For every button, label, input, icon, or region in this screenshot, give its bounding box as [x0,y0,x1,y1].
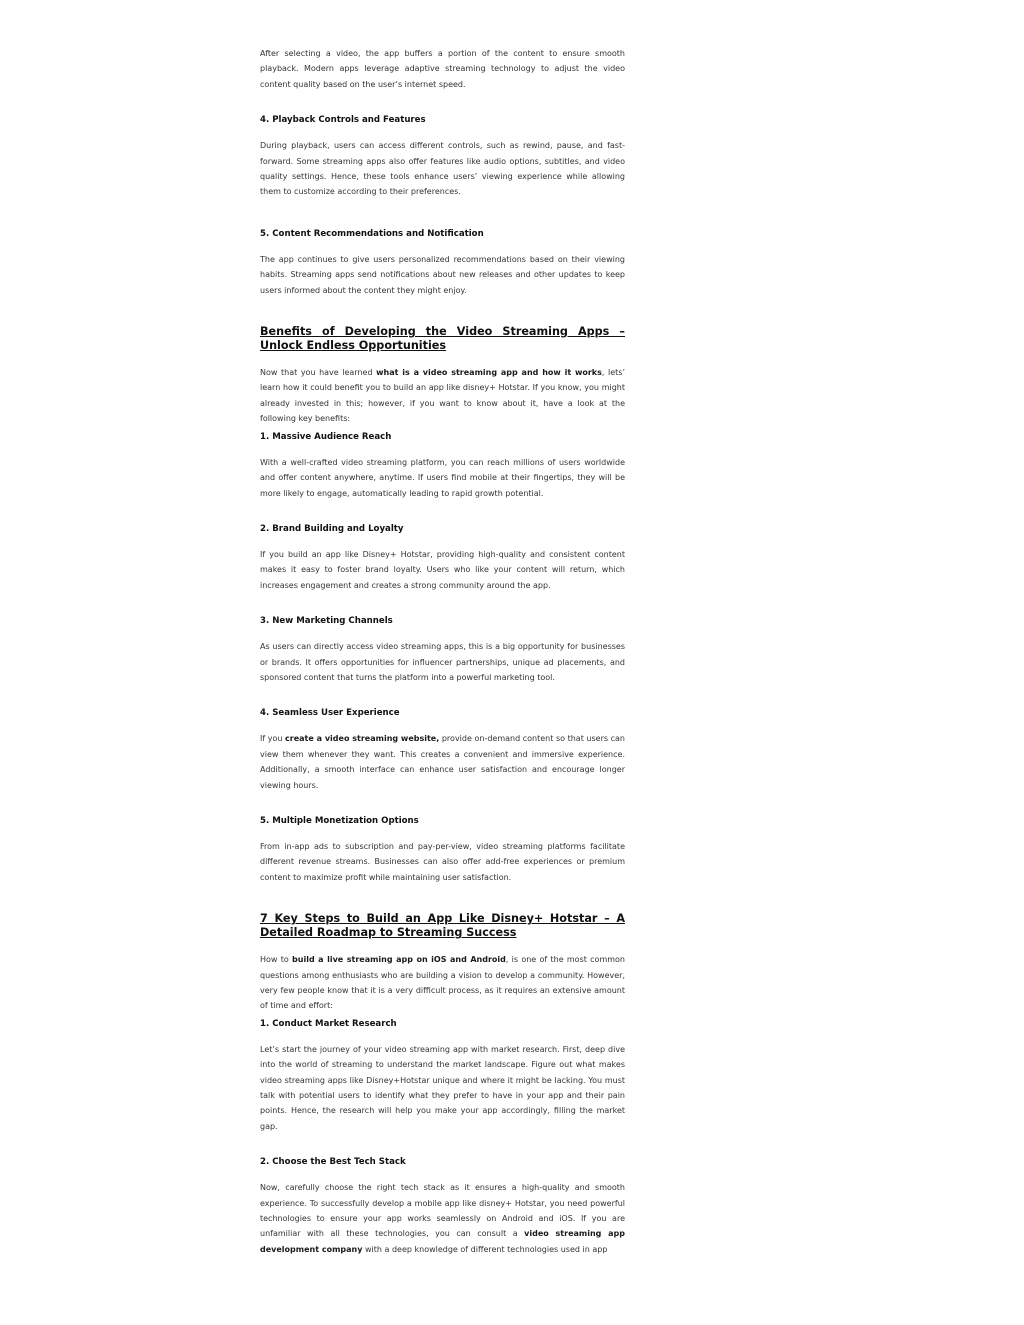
recommendations-heading: 5. Content Recommendations and Notification [260,228,484,239]
playback-heading: 4. Playback Controls and Features [260,115,426,126]
benefit-paragraph-audience-reach: With a well-crafted video streaming platform, you can reach millions of users worldwide and offer content anywhere, anytime. If users find mobile at their fingertips, they will be more likely to engage, automatically leading to rapid growth potential. [260,457,625,498]
benefits-intro-text-2: , lets’ learn how it could benefit you to build an app like disney+ Hotstar. If you know, you might already invested in this; however, if you want to know about it, have a look at the following key benefits: [260,368,625,424]
user-experience-text-1: If you [260,734,286,744]
recommendations-paragraph: The app continues to give users personalized recommendations based on their viewing habits. Streaming apps send notifications about new releases and other updates to keep users informed about the content they might enjoy. [260,254,625,295]
steps-intro-text-2: , is one of the most common questions among enthusiasts who are building a vision to develop a community. However, very few people know that it is a very difficult process, as it requires an extensive amount of time and effort: [260,955,625,1011]
benefits-intro-text-1: Now that you have learned [260,368,377,378]
benefits-intro-paragraph [260,365,625,427]
steps-intro-text-1: How to [260,955,293,965]
benefit-heading-audience-reach: 1. Massive Audience Reach [260,431,392,442]
benefits-section-title: Benefits of Developing the Video Streaming Apps – Unlock Endless Opportunities [260,325,625,353]
step-heading-market-research: 1. Conduct Market Research [260,1018,397,1029]
benefit-paragraph-brand-building: If you build an app like Disney+ Hotstar, providing high-quality and consistent content makes it easy to foster brand loyalty. Users who like your content will return, which increases engagement and creates a strong community around the app. [260,549,625,590]
buffering-paragraph: After selecting a video, the app buffers a portion of the content to ensure smooth playback. Modern apps leverage adaptive streaming technology to adjust the video content quality based on the user’s internet speed. [260,49,625,89]
benefits-intro-link[interactable]: what is a video streaming app and how it works [376,368,602,378]
user-experience-text-2: provide on-demand content so that users can view them whenever they want. This creates a convenient and immersive experience. Additionally, a smooth interface can enhance user satisfaction and encourage longer viewing hours. [260,734,625,790]
benefit-heading-monetization: 5. Multiple Monetization Options [260,815,419,826]
step-paragraph-market-research: Let’s start the journey of your video streaming app with market research. First, deep dive into the world of streaming to understand the market landscape. Figure out what makes video streaming apps like Disney+Hotstar unique and where it might be lacking. You must talk with potential users to identify what they prefer to have in your app and their pain points. Hence, the research will help you make your app accordingly, filling the market gap. [260,1044,625,1131]
tech-stack-text-1: Now, carefully choose the right tech stack as it ensures a high-quality and smooth experience. To successfully develop a mobile app like disney+ Hotstar, you need powerful technologies to ensure your app works seamlessly on Android and iOS. If you are unfamiliar with all these technologies, you can consult a [260,1183,625,1239]
benefit-heading-brand-building: 2. Brand Building and Loyalty [260,523,404,534]
step-paragraph-tech-stack [260,1180,625,1257]
benefit-paragraph-marketing-channels: As users can directly access video streaming apps, this is a big opportunity for businesses or brands. It offers opportunities for influencer partnerships, unique ad placements, and sponsored content that turns the platform into a powerful marketing tool. [260,642,625,682]
development-company-link[interactable]: video streaming app development company [260,1229,625,1254]
benefit-heading-user-experience: 4. Seamless User Experience [260,708,400,719]
playback-paragraph: During playback, users can access different controls, such as rewind, pause, and fast-forward. Some streaming apps also offer features like audio options, subtitles, and video quality settings. Hence, these tools enhance users’ viewing experience while allowing them to customize according to their preferences. [260,141,625,197]
tech-stack-text-2: with a deep knowledge of different technologies used in app [362,1244,608,1254]
benefit-paragraph-monetization: From in-app ads to subscription and pay-per-view, video streaming platforms facilitate different revenue streams. Businesses can also offer add-free experiences or premium content to maximize profit while maintaining user satisfaction. [260,841,625,882]
article-body [260,46,625,1257]
step-heading-tech-stack: 2. Choose the Best Tech Stack [260,1157,406,1168]
benefit-heading-marketing-channels: 3. New Marketing Channels [260,616,393,627]
steps-section-title: 7 Key Steps to Build an App Like Disney+ Hotstar – A Detailed Roadmap to Streaming Success [260,912,625,940]
steps-intro-paragraph [260,952,625,1014]
benefit-paragraph-user-experience [260,731,625,793]
live-streaming-app-link[interactable]: build a live streaming app on iOS and Android [292,955,506,965]
create-website-link[interactable]: create a video streaming website, [285,734,440,744]
